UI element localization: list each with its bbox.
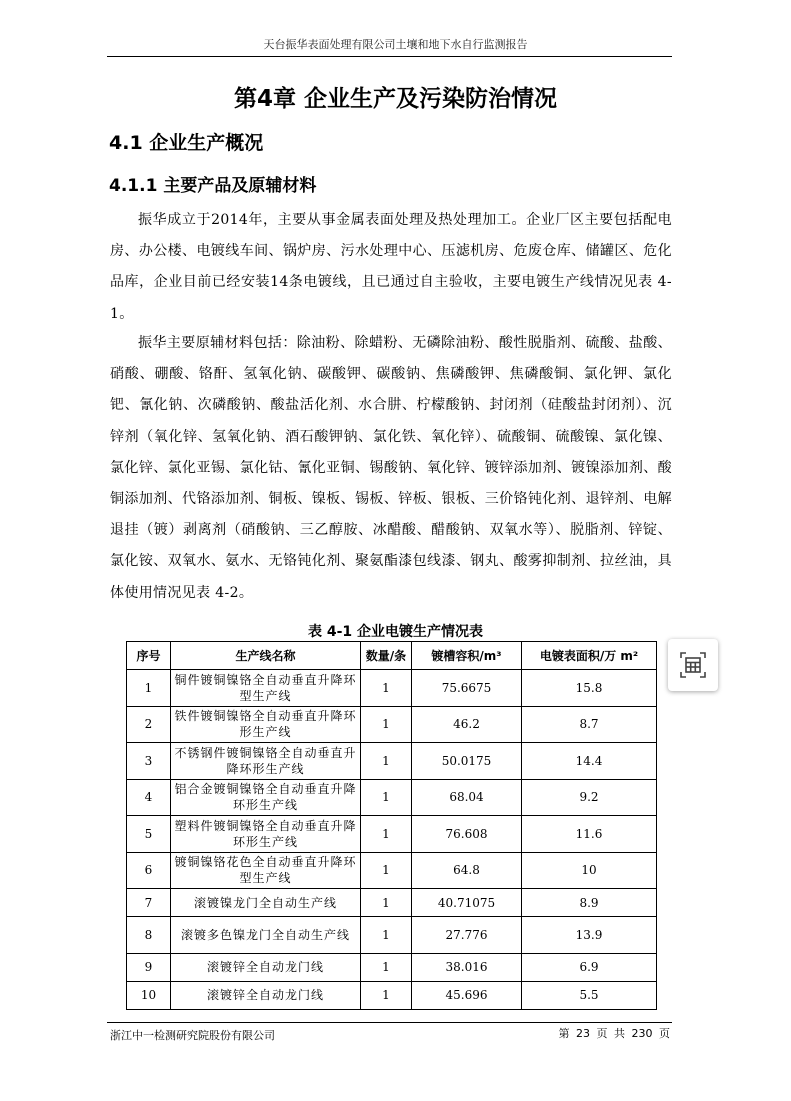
cell-index: 7 [127,889,171,917]
table-row [127,743,657,780]
cell-surface-area: 8.9 [522,889,657,917]
cell-count: 1 [361,706,412,743]
col-header-tank-volume: 镀槽容积/m³ [412,642,522,670]
cell-line-name: 滚镀锌全自动龙门线 [171,981,361,1009]
cell-index: 1 [127,670,171,707]
cell-line-name: 不锈钢件镀铜镍铬全自动垂直升降环形生产线 [171,743,361,780]
cell-line-name: 滚镀镍龙门全自动生产线 [171,889,361,917]
page-number: 第 23 页 共 230 页 [558,1027,670,1040]
page-header: 天台振华表面处理有限公司土壤和地下水自行监测报告 [263,38,528,51]
cell-count: 1 [361,670,412,707]
table-row [127,917,657,954]
cell-surface-area: 9.2 [522,779,657,816]
col-header-surface-area: 电镀表面积/万 m² [522,642,657,670]
cell-index: 3 [127,743,171,780]
table-row [127,706,657,743]
body-paragraph: 振华主要原辅材料包括：除油粉、除蜡粉、无磷除油粉、酸性脱脂剂、硫酸、盐酸、硝酸、硼酸、铬酐、氢氧化钠、碳酸钾、碳酸钠、焦磷酸钾、焦磷酸铜、氯化钾、氯化钯、氰化钠、次磷酸钠、酸盐活化剂、水合肼、柠檬酸钠、封闭剂（硅酸盐封闭剂）、沉锌剂（氧化锌、氢氧化钠、酒石酸钾钠、氯化铁、氧化锌）、硫酸铜、硫酸镍、氯化镍、氯化锌、氯化亚锡、氯化钴、氰化亚铜、锡酸钠、氧化锌、镀锌添加剂、镀镍添加剂、酸铜添加剂、代铬添加剂、铜板、镍板、锡板、锌板、银板、三价铬钝化剂、退锌剂、电解退挂（镀）剥离剂（硝酸钠、三乙醇胺、冰醋酸、醋酸钠、双氧水等）、脱脂剂、锌锭、氯化铵、双氧水、氨水、无铬钝化剂、聚氨酯漆包线漆、钢丸、酸雾抑制剂、拉丝油，具体使用情况见表 4-2。 [110,335,672,601]
body-paragraph: 振华成立于2014年，主要从事金属表面处理及热处理加工。企业厂区主要包括配电房、办公楼、电镀线车间、锅炉房、污水处理中心、压滤机房、危废仓库、储罐区、危化品库，企业目前已经安装14条电镀线，且已通过自主验收，主要电镀生产线情况见表 4-1。 [110,212,672,322]
cell-count: 1 [361,917,412,954]
table-row [127,852,657,889]
cell-surface-area: 14.4 [522,743,657,780]
cell-tank-volume: 68.04 [412,779,522,816]
table-view-icon [678,650,708,680]
cell-index: 8 [127,917,171,954]
col-header-line-name: 生产线名称 [171,642,361,670]
cell-tank-volume: 50.0175 [412,743,522,780]
cell-tank-volume: 40.71075 [412,889,522,917]
col-header-index: 序号 [127,642,171,670]
cell-line-name: 滚镀锌全自动龙门线 [171,953,361,981]
table-header-row [127,642,657,670]
table-row [127,889,657,917]
cell-index: 4 [127,779,171,816]
cell-tank-volume: 64.8 [412,852,522,889]
cell-count: 1 [361,981,412,1009]
table-row [127,953,657,981]
cell-tank-volume: 45.696 [412,981,522,1009]
cell-line-name: 镀铜镍铬花色全自动垂直升降环型生产线 [171,852,361,889]
cell-line-name: 滚镀多色镍龙门全自动生产线 [171,917,361,954]
cell-line-name: 铁件镀铜镍铬全自动垂直升降环形生产线 [171,706,361,743]
table-row [127,670,657,707]
cell-index: 9 [127,953,171,981]
cell-tank-volume: 27.776 [412,917,522,954]
cell-index: 2 [127,706,171,743]
cell-surface-area: 13.9 [522,917,657,954]
table-caption: 表 4-1 企业电镀生产情况表 [307,624,484,640]
cell-surface-area: 11.6 [522,816,657,853]
cell-index: 5 [127,816,171,853]
cell-line-name: 铜件镀铜镍铬全自动垂直升降环型生产线 [171,670,361,707]
header-divider [107,56,672,57]
cell-tank-volume: 38.016 [412,953,522,981]
cell-index: 6 [127,852,171,889]
cell-tank-volume: 75.6675 [412,670,522,707]
subsection-heading: 4.1.1 主要产品及原辅材料 [109,176,317,196]
section-heading: 4.1 企业生产概况 [109,132,264,154]
footer-organization: 浙江中一检测研究院股份有限公司 [110,1029,275,1042]
cell-surface-area: 15.8 [522,670,657,707]
cell-tank-volume: 76.608 [412,816,522,853]
table-view-button[interactable] [668,639,718,691]
table-row [127,816,657,853]
cell-count: 1 [361,889,412,917]
table-row [127,779,657,816]
cell-tank-volume: 46.2 [412,706,522,743]
cell-index: 10 [127,981,171,1009]
cell-line-name: 塑料件镀铜镍铬全自动垂直升降环形生产线 [171,816,361,853]
cell-surface-area: 8.7 [522,706,657,743]
chapter-title: 第4章 企业生产及污染防治情况 [233,86,557,112]
col-header-count: 数量/条 [361,642,412,670]
cell-surface-area: 6.9 [522,953,657,981]
cell-line-name: 铝合金镀铜镍铬全自动垂直升降环形生产线 [171,779,361,816]
production-line-table [126,641,657,1010]
cell-count: 1 [361,953,412,981]
cell-count: 1 [361,779,412,816]
cell-surface-area: 5.5 [522,981,657,1009]
cell-surface-area: 10 [522,852,657,889]
table-row [127,981,657,1009]
footer-divider [107,1022,672,1023]
cell-count: 1 [361,743,412,780]
cell-count: 1 [361,816,412,853]
cell-count: 1 [361,852,412,889]
